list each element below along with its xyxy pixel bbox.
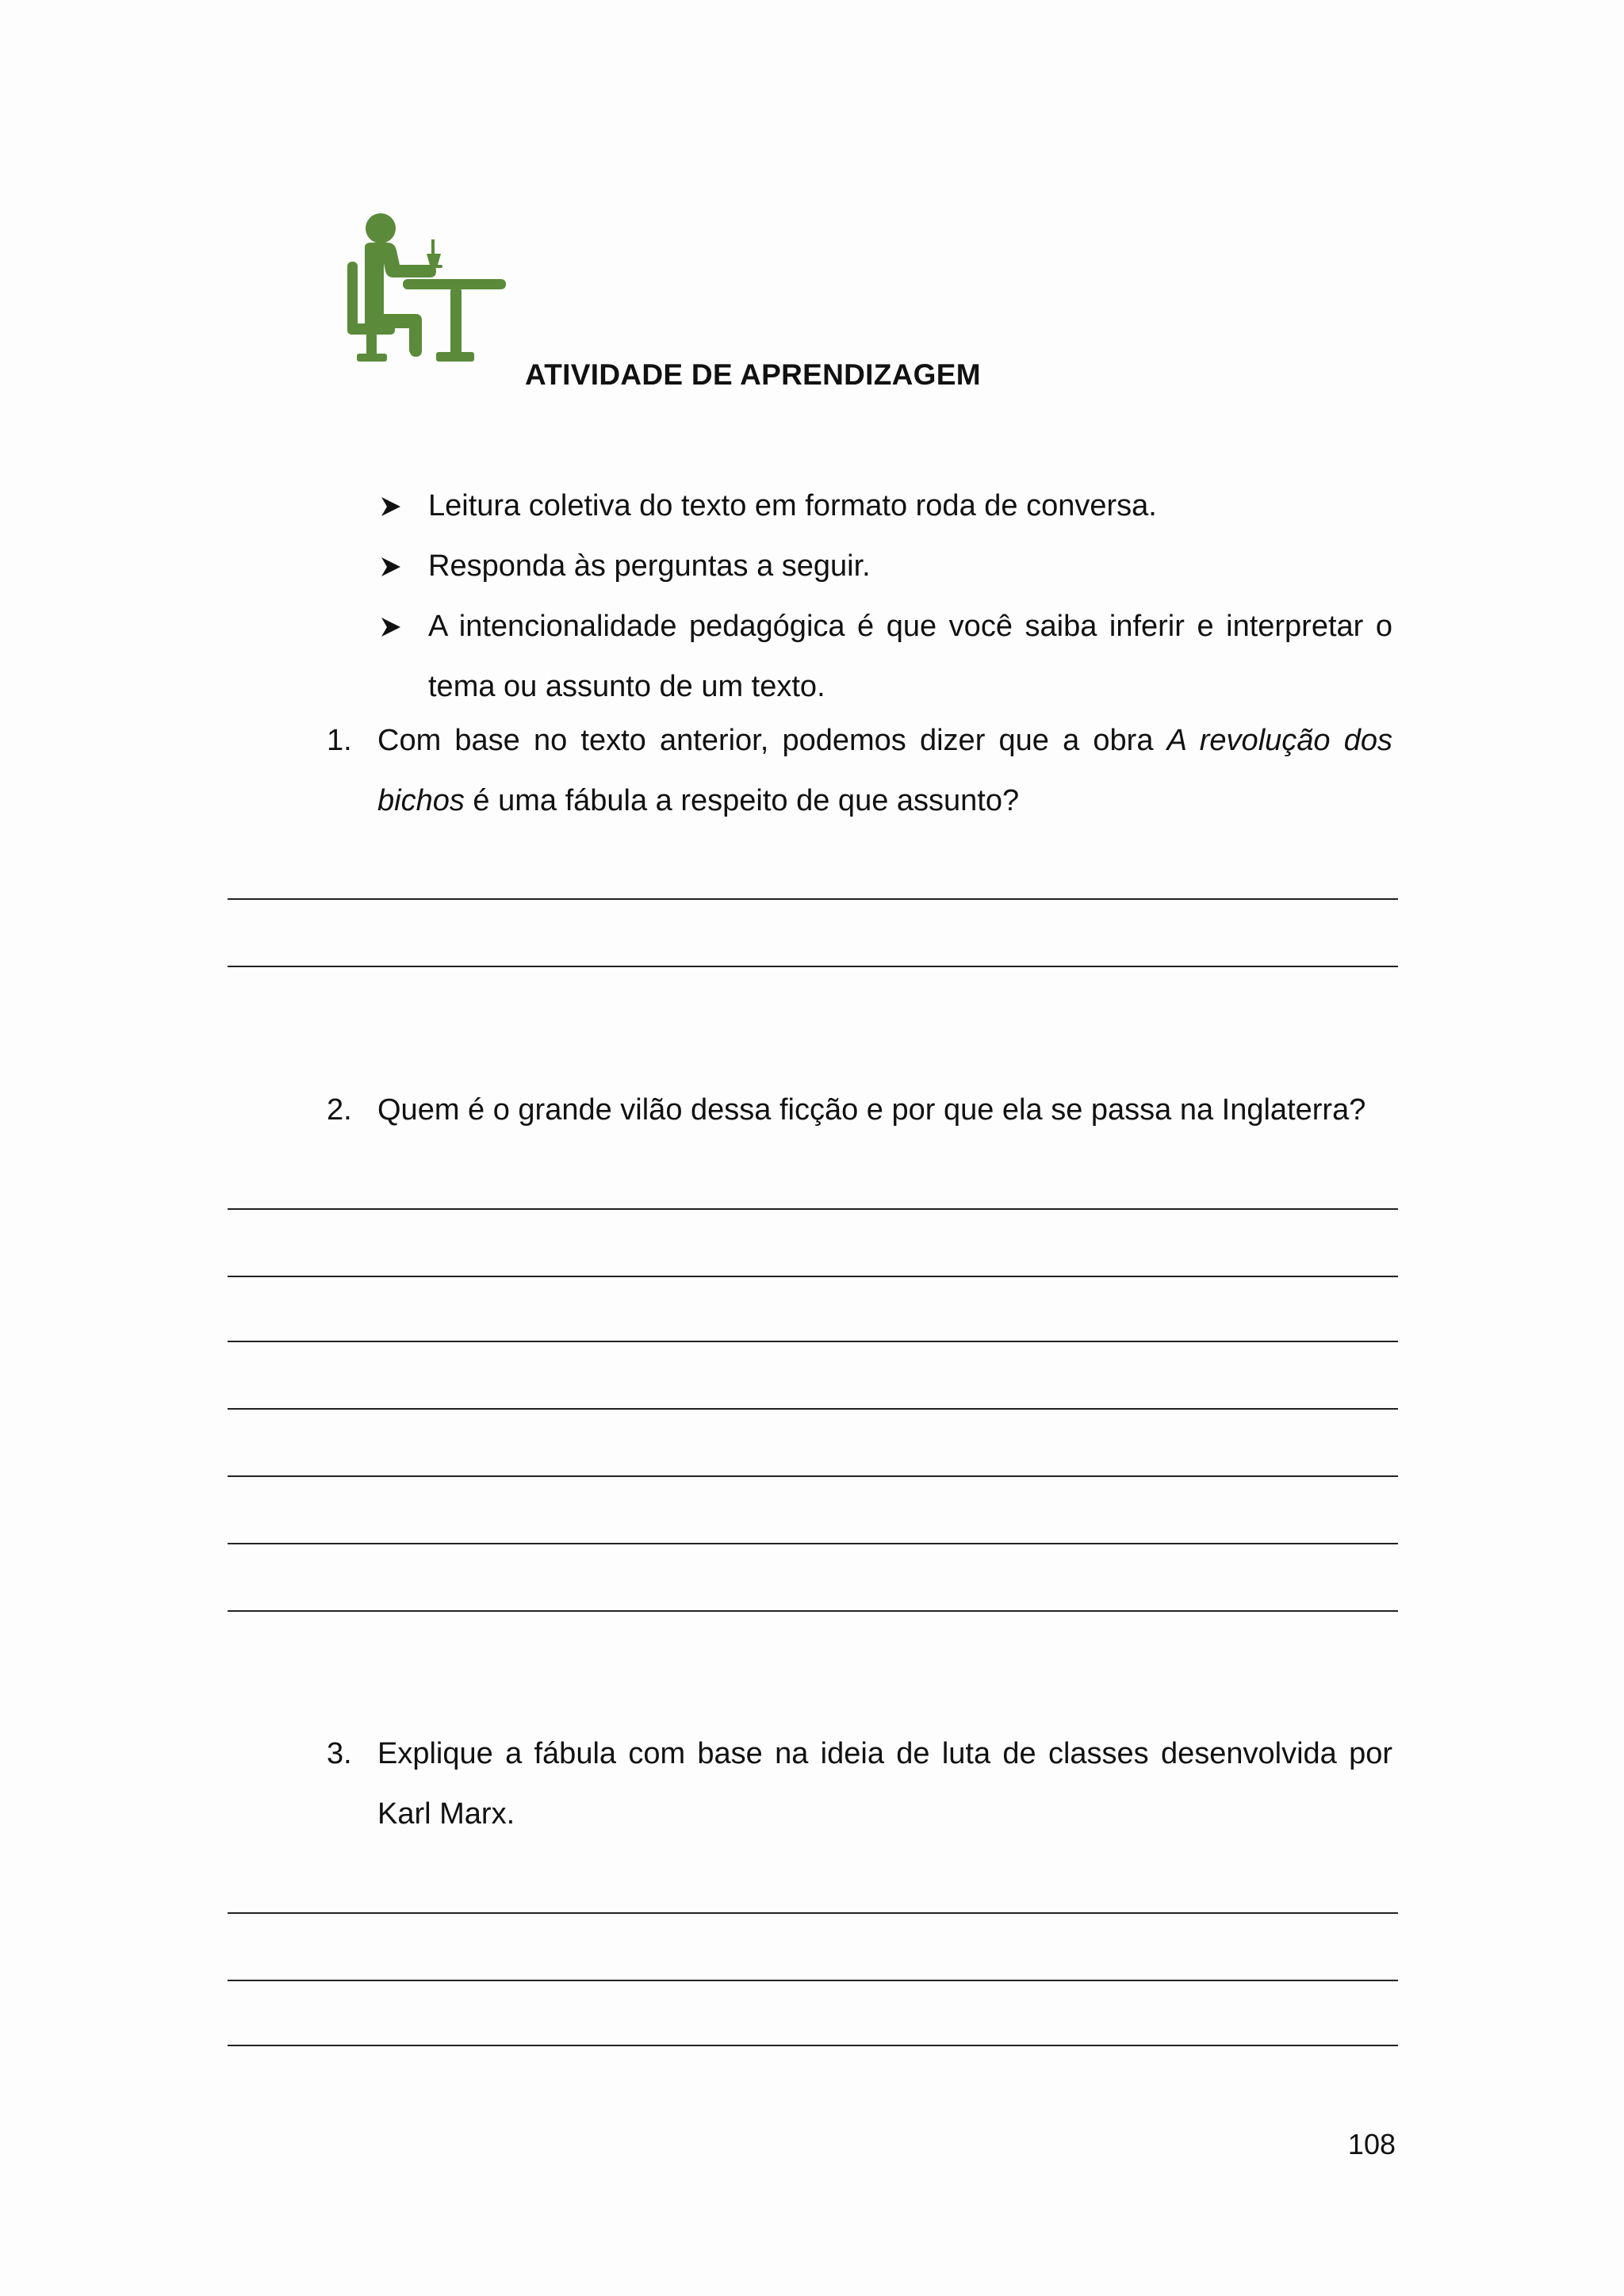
activity-title: ATIVIDADE DE APRENDIZAGEM [525, 358, 981, 391]
person-at-desk-icon [347, 212, 506, 365]
answer-line[interactable] [228, 1980, 1398, 1981]
arrowhead-bullet-icon [381, 557, 401, 577]
question-text: Explique a fábula com base na ideia de luta de classes desenvolvida por Karl Marx. [377, 1737, 1392, 1831]
arrowhead-bullet-icon [381, 496, 401, 517]
instruction-text: A intencionalidade pedagógica é que você saiba inferir e interpretar o tema ou assunto de um texto. [428, 610, 1392, 703]
page-number: 108 [1347, 2128, 1396, 2160]
question-text: Quem é o grande vilão dessa ficção e por que ela se passa na Inglaterra? [377, 1093, 1366, 1127]
answer-line[interactable] [228, 898, 1398, 900]
answer-line[interactable] [228, 2045, 1398, 2046]
instruction-item [377, 596, 1392, 717]
question-text-part: Com base no texto anterior, podemos dizer que a obra [377, 724, 1167, 757]
instruction-item [377, 536, 1392, 596]
instruction-item [377, 476, 1392, 536]
question-number: 2. [327, 1093, 352, 1127]
question-number: 3. [327, 1737, 352, 1770]
answer-line[interactable] [228, 1610, 1398, 1612]
answer-line[interactable] [228, 1543, 1398, 1544]
answer-line[interactable] [228, 1475, 1398, 1477]
instruction-text: Leitura coletiva do texto em formato roda de conversa. [428, 489, 1157, 522]
question-2 [327, 1080, 1392, 1140]
question-3 [327, 1724, 1392, 1844]
question-number: 1. [327, 724, 352, 757]
arrowhead-bullet-icon [381, 617, 401, 637]
answer-line[interactable] [228, 1208, 1398, 1210]
answer-line[interactable] [228, 1341, 1398, 1342]
question-text-part: é uma fábula a respeito de que assunto? [464, 784, 1020, 817]
answer-line[interactable] [228, 1912, 1398, 1914]
instructions-list [377, 476, 1392, 717]
answer-line[interactable] [228, 966, 1398, 967]
book-title: A revolução dos bichos [377, 724, 1392, 817]
instruction-text: Responda às perguntas a seguir. [428, 549, 871, 583]
question-1 [327, 710, 1392, 831]
answer-line[interactable] [228, 1276, 1398, 1277]
answer-line[interactable] [228, 1408, 1398, 1410]
question-text [377, 710, 1392, 831]
